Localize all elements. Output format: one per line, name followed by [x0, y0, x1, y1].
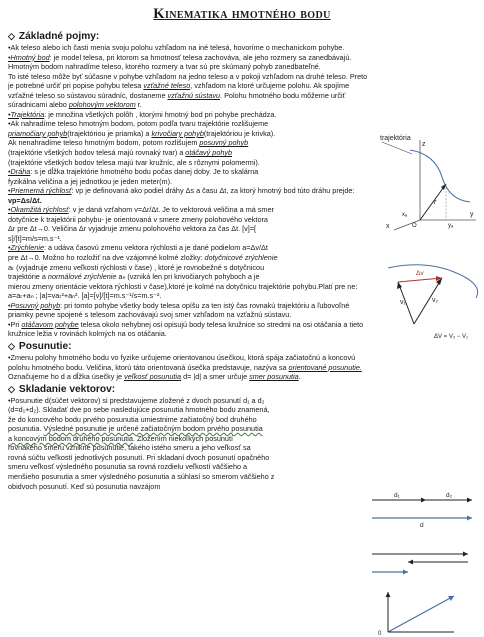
vector-addition-figure: [368, 492, 480, 637]
paragraph-line: smeru veľkosť výsledného posunutia sa rovná rozdielu veľkostí väčšieho a: [8, 462, 248, 472]
term-okamzita-rychlost: •Okamžitá rýchlosť: [8, 205, 69, 215]
fig1-y-label: y: [470, 211, 474, 218]
paragraph-line: menšieho posunutia a smer výsledného posunutia a súhlasí so smerom väčšieho z: [8, 471, 275, 481]
section-heading-text: Skladanie vektorov:: [18, 383, 116, 395]
d1-arrowhead-mid: [463, 552, 468, 557]
text-span: posunutia.: [8, 424, 44, 434]
fig1-ya-label: yₐ: [448, 223, 454, 229]
paragraph-line: kružnice ležia v rovinách kolmých na os otáčania.: [8, 329, 167, 339]
text-span: telesa okolo nehybnej osi opisujú body telesa kružnice so stredmi na osi otáčania a tieto: [78, 319, 364, 329]
fig1-r-label: r: [434, 199, 437, 206]
paragraph-line: [8, 434, 360, 444]
position-vector: [420, 184, 446, 220]
v1-arrowhead: [397, 282, 402, 289]
paragraph-line: obidvoch posunutí. Keď sú posunutia navzájom: [8, 481, 161, 491]
term-polohovy-vektor: polohovým vektorom: [68, 100, 136, 110]
term-smer-posunutia: smer posunutia: [249, 372, 299, 382]
paragraph-line: •Posunutie d(súčet vektorov) si predstavujeme zložené z dvoch posunutí d₁ a d₂: [8, 395, 265, 405]
paragraph-line: fyzikálna veličina a jej jednotkou je jeden meter(m).: [8, 176, 173, 186]
trajectory-block: [8, 110, 363, 186]
paragraph-line: [8, 243, 363, 253]
paragraph-line: (d=d₁+d₂). Skladať dve po sebe nasledujúce posunutia hmotného bodu znamená,: [8, 405, 270, 415]
paragraph-line: [8, 129, 363, 139]
fig1-x-label: x: [386, 223, 390, 230]
paragraph-line: To isté teleso môže byť súčasne v pohybe vzhľadom na jedno teleso a v pokoji vzhľadom na druhé teleso. Preto: [8, 71, 368, 81]
text-span: •Pri: [8, 319, 22, 329]
term-otacavy-pohyb-def: otáčavom pohybe: [21, 319, 79, 329]
text-span: trajektórie a: [8, 272, 48, 282]
text-span: : v je daná vzťahom v=Δr/Δt. Je to vektorová veličina a má smer: [68, 205, 274, 215]
paragraph-line: že do koncového bodu prvého posunutia umiestnime začiatočný bod druhého: [8, 414, 257, 424]
text-span: (trajektóriou je krivka).: [203, 128, 276, 138]
paragraph-line: [8, 253, 363, 263]
paragraph-line: priamky pevne spojené s telesom zachovávajú svoj smer vzhľadom na vzťažnú sústavu.: [8, 310, 292, 320]
text-span: . Zložením niekoľkých posunutí: [132, 433, 233, 443]
text-span: r.: [135, 100, 142, 110]
text-span: : s je dĺžka trajektórie hmotného bodu počas danej doby. Je to skalárna: [30, 167, 259, 177]
fig3-origin-label: 0: [378, 631, 382, 637]
text-span: : je množina všetkých polôh , ktorými hmotný bod pri pohybe prechádza.: [44, 109, 277, 119]
term-trajektoria: •Trajektória: [8, 109, 45, 119]
text-span: : je model telesa, pri ktorom sa hmotnosť telesa zachováva, ale jeho rozmery sa zanedbávajú.: [49, 52, 352, 62]
fig3-d2-label: d₂: [446, 492, 453, 499]
fig1-origin-label: O: [412, 223, 417, 229]
fig2-dv-label: Δv: [416, 270, 424, 277]
paragraph-line: rovnakého smeru vznikne posunutie, takého istého smeru a jeho veľkosť sa: [8, 443, 251, 453]
diamond-bullet-icon: ◇: [8, 31, 15, 41]
section-heading-skladanie-vektorov: [8, 384, 476, 395]
velocity-change-figure: [384, 258, 480, 340]
formula-line: vp=Δs/Δt.: [8, 195, 42, 205]
d-sum-vector-bottom: [388, 596, 454, 632]
section-heading-zakladne-pojmy: [8, 31, 476, 42]
term-hmotny-bod: •Hmotný bod: [8, 52, 50, 62]
d-sum-arrowhead-top: [467, 516, 472, 521]
fig3-d1-label: d₁: [394, 492, 400, 499]
text-span: : a udáva časovú zmenu vektora rýchlosti a je dané podielom a=Δv/Δt: [43, 243, 268, 253]
term-velkost-posunutia: veľkosť posunutia: [124, 372, 182, 382]
fig1-z-label: z: [422, 141, 426, 148]
term-draha: •Dráha: [8, 167, 31, 177]
paragraph-line: mierou zmeny orientácie vektora rýchlosti v čase),ktoré je kolmé na dotyčnicu trajektórie pohybu.Platí pre ne:: [8, 281, 358, 291]
paragraph-line: [8, 424, 360, 434]
paragraph-line: s]/[t]=m/s=m.s⁻¹.: [8, 233, 62, 243]
term-priamociary-pohyb: priamočiary pohyb: [8, 128, 68, 138]
text-span: pre Δt→0. Možno ho rozložiť na dve vzájomné kolmé zložky:: [8, 253, 205, 263]
paragraph-line: [8, 81, 476, 91]
paragraph-line: •Zmenu polohy hmotného bodu vo fyzike určujeme orientovanou úsečkou, ktorá spája začiatočnú a koncovú: [8, 352, 356, 362]
velocity-block: [8, 205, 363, 281]
d-sum-arrowhead-mid: [403, 570, 408, 575]
formula-line: a=aₜ+aₙ ; |a|=vaₜ²+aₙ². [a]=[v]/[t]=m.s⁻¹/s=m.s⁻².: [8, 291, 162, 301]
term-vztazna-sustava: vzťažnú sústavu: [167, 90, 221, 100]
paragraph-line: rovná súčtu veľkostí jednotlivých posunutí. Pri skladaní dvoch posunutí opačného: [8, 452, 270, 462]
paragraph-line: [8, 53, 476, 63]
section-heading-text: Základné pojmy:: [18, 31, 100, 42]
text-span: Označujeme ho d a dĺžka úsečky je: [8, 372, 125, 382]
term-vztazne-teleso: vzťažné teleso: [143, 81, 191, 91]
term-priemerna-rychlost: •Priemerná rýchlosť: [8, 186, 72, 196]
term-orientovane-posunutie: orientované posunutie.: [288, 362, 362, 372]
text-span: polohu hmotného bodu. Veličina, ktorú táto orientovaná úsečka predstavuje, nazýva sa: [8, 362, 289, 372]
paragraph-line: [8, 372, 476, 382]
delta-v-vector: [398, 278, 442, 282]
paragraph-line: [8, 110, 363, 120]
paragraph-line: •Ak nahradíme teleso hmotným bodom, potom podľa tvaru trajektórie rozlišujeme: [8, 119, 269, 129]
paragraph-line: [8, 363, 476, 373]
d1-arrowhead-bottom: [386, 592, 391, 597]
term-normalove-zrychlenie: normálové zrýchlenie: [47, 272, 117, 282]
fig1-xa-label: xₐ: [402, 212, 408, 218]
paragraph-line: [8, 272, 363, 282]
paragraph-line: [8, 205, 363, 215]
paragraph-line: [8, 148, 363, 158]
fig1-trajectory-label: trajektória: [380, 135, 411, 142]
term-zrychlenie: •Zrýchlenie: [8, 243, 44, 253]
term-krivociary-pohyb: krivočiary pohyb: [151, 128, 204, 138]
text-span: . Polohu hmotného bodu môžeme určiť: [220, 90, 346, 100]
highlight-vysledne-posunutie: Výsledné posunutie je určené začiatočným bodom prvého posunutia: [43, 424, 263, 434]
fig2-v1-label: v₁: [400, 299, 406, 306]
text-span: (trajektóriou je priamka) a: [67, 128, 152, 138]
text-span: Ak nenahradíme teleso hmotným bodom, potom rozlišujem: [8, 138, 200, 148]
d2-arrowhead-mid: [408, 560, 413, 565]
text-span: súradnicami alebo: [8, 100, 69, 110]
text-span: vzťažné teleso so sústavou súradníc, dostaneme: [8, 90, 168, 100]
term-posuvny-pohyb-def: •Posuvný pohyb: [8, 300, 61, 310]
text-span: aₙ (vzniká len pri krivočiarych pohyboch a je: [116, 272, 260, 282]
text-span: : vp je definovaná ako podiel dráhy Δs a času Δt, za ktorý hmotný bod túto dráhu prejde:: [71, 186, 355, 196]
paragraph-line: aₜ (vyjadruje zmenu veľkosti rýchlosti v čase) , ktoré je rovnobežné s dotyčnicou: [8, 262, 265, 272]
section-heading-text: Posunutie:: [18, 340, 72, 352]
label-leader-line: [382, 142, 412, 154]
text-span: (trajektórie všetkých bodov telesá majú rovnaký tvar) a: [8, 148, 186, 158]
diamond-bullet-icon: ◇: [8, 340, 15, 351]
fig2-formula-label: ΔV = V₂ − V₁: [434, 334, 469, 340]
fig2-v2-label: v₂: [432, 297, 439, 304]
paragraph-line: [8, 100, 476, 110]
paragraph-line: [8, 167, 363, 177]
section-heading-posunutie: [8, 341, 476, 352]
text-span: d= |d| a smer určuje: [181, 372, 250, 382]
term-dotycnicove-zrychlenie: dotyčnicové zrýchlenie: [204, 253, 278, 263]
trajectory-curve: [410, 150, 470, 202]
section-body-skladanie-vektorov: [8, 396, 360, 491]
text-span: , vzhľadom na ktoré určujeme polohu. Ak spojíme: [190, 81, 350, 91]
fig3-d-label-top: d: [420, 522, 424, 529]
text-span: : pri tomto pohybe všetky body telesa opíšu za ten istý čas rovnakú trajektóriu a ľubovoľné: [60, 300, 350, 310]
term-otacavy-pohyb: otáčavý pohyb: [185, 148, 233, 158]
d1-arrowhead-top: [421, 498, 426, 503]
paragraph-line: [8, 91, 476, 101]
paragraph-line: •Ak teleso alebo ich časti menia svoju polohu vzhľadom na iné telesá, hovoríme o mechanickom pohybe.: [8, 43, 345, 52]
paragraph-line: [8, 138, 363, 148]
trajectory-figure: [380, 132, 480, 232]
text-span: je potrebné určiť pri popise pohybu telesa: [8, 81, 144, 91]
d2-arrowhead-top: [467, 498, 472, 503]
highlight-koncovy-bod: a koncovým bodom druhého posunutia: [8, 433, 133, 443]
paragraph-line: dotyčnice k trajektórii pohybu- je orientovaná v smere zmeny polohového vektora: [8, 214, 268, 224]
text-span: .: [298, 372, 301, 382]
paragraph-line: Hmotným bodom nahradíme teleso, ktorého rozmery a tvar sú pre skúmaný pohyb zanedbateľné.: [8, 62, 321, 72]
paragraph-line: (trajektórie všetkých bodov telesa majú tvar kružníc, ale s rôznymi polomermi).: [8, 157, 260, 167]
page-title: Kinematika hmotného bodu: [153, 6, 331, 22]
term-posuvny-pohyb: posuvný pohyb: [199, 138, 249, 148]
diamond-bullet-icon: ◇: [8, 383, 15, 394]
paragraph-line: Δr pre Δt→0. Veličina Δr vyjadruje zmenu polohového vektora za čas Δt. [v]=[: [8, 224, 257, 234]
section-body-posunutie: [8, 353, 476, 382]
